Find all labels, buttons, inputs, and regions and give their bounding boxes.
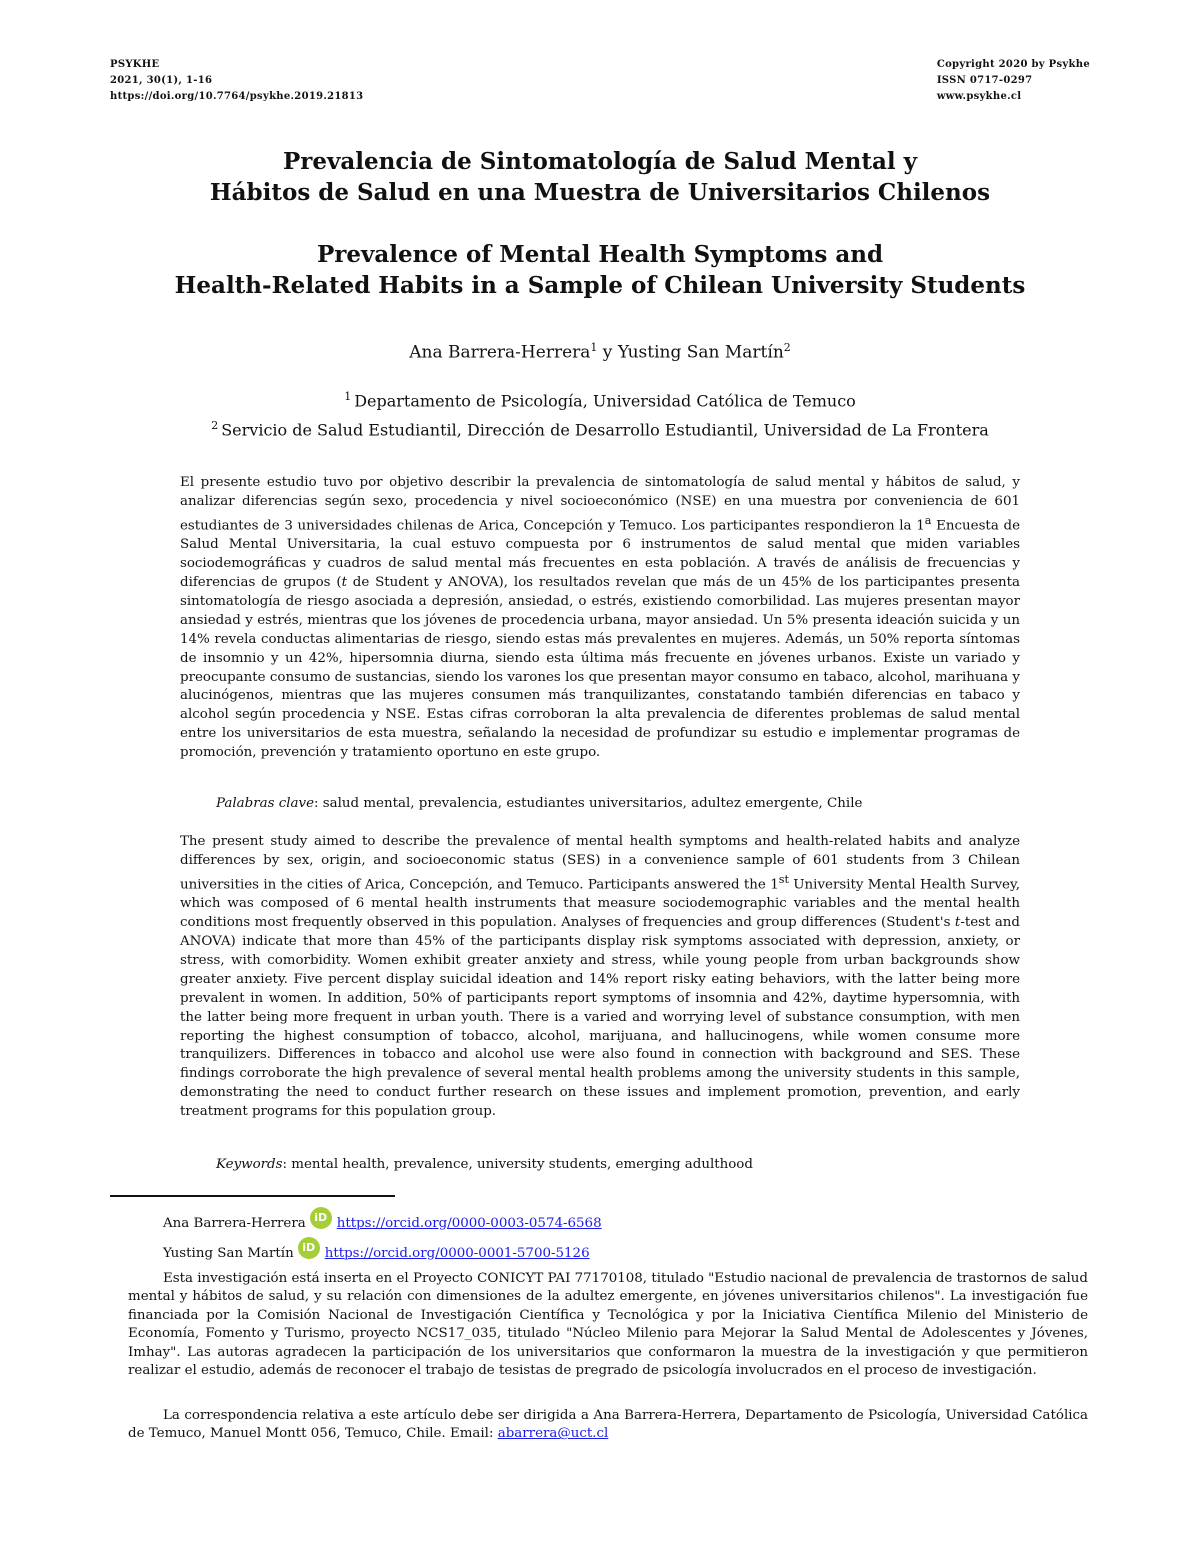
orcid-author-name: Ana Barrera-Herrera — [163, 1215, 306, 1231]
abstract-english — [180, 833, 1020, 1122]
author-affiliation-marker: 2 — [783, 341, 791, 354]
spanish-title — [0, 146, 1200, 208]
journal-name: PSYKHE — [110, 59, 160, 70]
correspondence-text: La correspondencia relativa a este artículo debe ser dirigida a Ana Barrera-Herrera, Departamento de Psicología, Universidad Católica de Temuco, Manuel Montt 056, Temuco, Chile. Email: — [128, 1408, 1088, 1442]
orcid-author-name: Yusting San Martín — [163, 1245, 294, 1261]
website-link[interactable]: www.psykhe.cl — [936, 91, 1022, 102]
affiliations — [0, 384, 1200, 443]
affiliation-text: Servicio de Salud Estudiantil, Dirección de Desarrollo Estudiantil, Universidad de La Frontera — [221, 420, 989, 440]
footnote-divider — [110, 1195, 395, 1197]
abstract-spanish — [180, 474, 1020, 763]
statistic-symbol: t — [341, 575, 347, 590]
english-title — [0, 239, 1200, 301]
orcid-icon: iD — [310, 1207, 332, 1229]
english-title-line-2: Health-Related Habits in a Sample of Chilean University Students — [174, 272, 1026, 299]
orcid-entry — [163, 1207, 602, 1239]
correspondence-note — [128, 1407, 1088, 1444]
keywords-label: Palabras clave — [216, 796, 314, 811]
issn-text: ISSN 0717-0297 — [936, 75, 1033, 86]
abstract-text: El presente estudio tuvo por objetivo describir la prevalencia de sintomatología de salud mental y hábitos de salud, y analizar diferencias según sexo, procedencia y nivel socioeconómico (NSE) en una muestra por conveniencia de 601 estudiantes de 3 universidades chilenas de Arica, Concepción y Temuco. Los participantes respondieron la 1 — [180, 475, 1020, 534]
copyright-text: Copyright 2020 by Psykhe — [936, 59, 1090, 70]
keywords-spanish — [216, 794, 1016, 813]
orcid-link[interactable]: https://orcid.org/0000-0001-5700-5126 — [324, 1245, 590, 1261]
author-name: Yusting San Martín — [617, 342, 784, 363]
affiliation-marker: 2 — [211, 419, 219, 433]
abstract-text: University Mental Health Survey, which was composed of 6 mental health instruments that measure sociodemographic variables and the mental health conditions most frequently observed in this population. Analyses of frequencies and group differences (Student's — [180, 877, 1020, 931]
abstract-text: de Student y ANOVA), los resultados revelan que más de un 45% de los participantes presenta sintomatología de riesgo asociada a depresión, ansiedad, o estrés, existiendo comorbilidad. Las mujeres presentan mayor ansiedad y estrés, mientras que los jóvenes de procedencia urbana, mayor ansiedad. Un 5% presenta ideación suicida y un 14% revela conductas alimentarias de riesgo, siendo estas más prevalentes en mujeres. Además, un 50% reporta síntomas de insomnio y un 42%, hipersomnia diurna, siendo esta última más frecuente en jóvenes urbanos. Existe un variado y preocupante consumo de sustancias, siendo los varones los que presentan mayor consumo en tabaco, alcohol, marihuana y alucinógenos, mientras que las mujeres consumen más tranquilizantes, constatando también diferencias en tabaco y alcohol según procedencia y NSE. Estas cifras corroboran la alta prevalencia de diferentes problemas de salud mental entre los universitarios de esta muestra, señalando la necesidad de profundizar su estudio e implementar programas de promoción, prevención y tratamiento oportuno en este grupo. — [180, 575, 1020, 761]
ordinal-superscript: a — [924, 513, 932, 527]
author-name: Ana Barrera-Herrera — [409, 342, 591, 363]
keywords-text: : mental health, prevalence, university students, emerging adulthood — [282, 1157, 753, 1172]
funding-note: Esta investigación está inserta en el Proyecto CONICYT PAI 77170108, titulado "Estudio nacional de prevalencia de trastornos de salud mental y hábitos de salud, y su relación con dimensiones de la adultez emergente, en jóvenes universitarios chilenos". La investigación fue financiada por la Comisión Nacional de Investigación Científica y Tecnológica y por la Iniciativa Científica Milenio del Ministerio de Economía, Fomento y Turismo, proyecto NCS17_035, titulado "Núcleo Milenio para Mejorar la Salud Mental de Adolescentes y Jóvenes, Imhay". Las autoras agradecen la participación de los universitarios que conformaron la muestra de la investigación y que permitieron realizar el estudio, además de reconocer el trabajo de tesistas de pregrado de psicología involucrados en el proceso de investigación. — [128, 1271, 1088, 1379]
keywords-english — [216, 1155, 1016, 1174]
affiliation-marker: 1 — [344, 390, 352, 403]
affiliation-1 — [0, 384, 1200, 413]
orcid-icon: iD — [298, 1237, 320, 1259]
author-connector: y — [597, 342, 618, 363]
affiliation-text: Departamento de Psicología, Universidad Católica de Temuco — [354, 391, 856, 411]
spanish-title-line-1: Prevalencia de Sintomatología de Salud Mental y — [282, 148, 918, 175]
abstract-text: Encuesta de Salud Mental Universitaria, la cual estuvo compuesta por 6 instrumentos de salud mental que miden variables sociodemográficas y cuadros de salud mental más frecuentes en esta población. A través de análisis de frecuencias y diferencias de grupos ( — [180, 518, 1020, 590]
email-link[interactable]: abarrera@uct.cl — [497, 1426, 609, 1442]
author-affiliation-marker: 1 — [590, 341, 598, 354]
statistic-symbol: t — [954, 915, 961, 931]
copyright-header — [937, 57, 1090, 105]
keywords-label: Keywords — [216, 1157, 283, 1172]
doi-link[interactable]: https://doi.org/10.7764/psykhe.2019.21813 — [110, 91, 364, 102]
journal-volume: 2021, 30(1), 1-16 — [110, 75, 213, 86]
affiliation-2 — [0, 413, 1200, 442]
journal-header — [110, 57, 363, 105]
abstract-text: The present study aimed to describe the prevalence of mental health symptoms and health-related habits and analyze differences by sex, origin, and socioeconomic status (SES) in a convenience sample of 601 students from 3 Chilean universities in the cities of Arica, Concepción, and Temuco. Participants answered the 1 — [180, 834, 1020, 893]
keywords-text: : salud mental, prevalencia, estudiantes universitarios, adultez emergente, Chile — [314, 796, 863, 811]
abstract-text: -test and ANOVA) indicate that more than 45% of the participants display risk symptoms associated with depression, anxiety, or stress, with comorbidity. Women exhibit greater anxiety and stress, while young people from urban backgrounds show greater anxiety. Five percent display suicidal ideation and 14% report risky eating behaviors, with the latter being more prevalent in women. In addition, 50% of participants report symptoms of insomnia and 42%, daytime hypersomnia, with the latter being more frequent in urban youth. There is a varied and worrying level of substance consumption, with men reporting the highest consumption of tobacco, alcohol, marijuana, and hallucinogens, while women consume more tranquilizers. Differences in tobacco and alcohol use were also found in connection with background and SES. These findings corroborate the high prevalence of several mental health problems among the university students in this sample, demonstrating the need to conduct further research on these issues and implement promotion, prevention, and early treatment programs for this population group. — [180, 915, 1020, 1120]
english-title-line-1: Prevalence of Mental Health Symptoms and — [316, 241, 884, 268]
orcid-entry — [163, 1237, 590, 1269]
spanish-title-line-2: Hábitos de Salud en una Muestra de Universitarios Chilenos — [209, 179, 991, 206]
orcid-link[interactable]: https://orcid.org/0000-0003-0574-6568 — [336, 1215, 602, 1231]
ordinal-superscript: st — [778, 872, 789, 886]
author-list — [0, 336, 1200, 365]
